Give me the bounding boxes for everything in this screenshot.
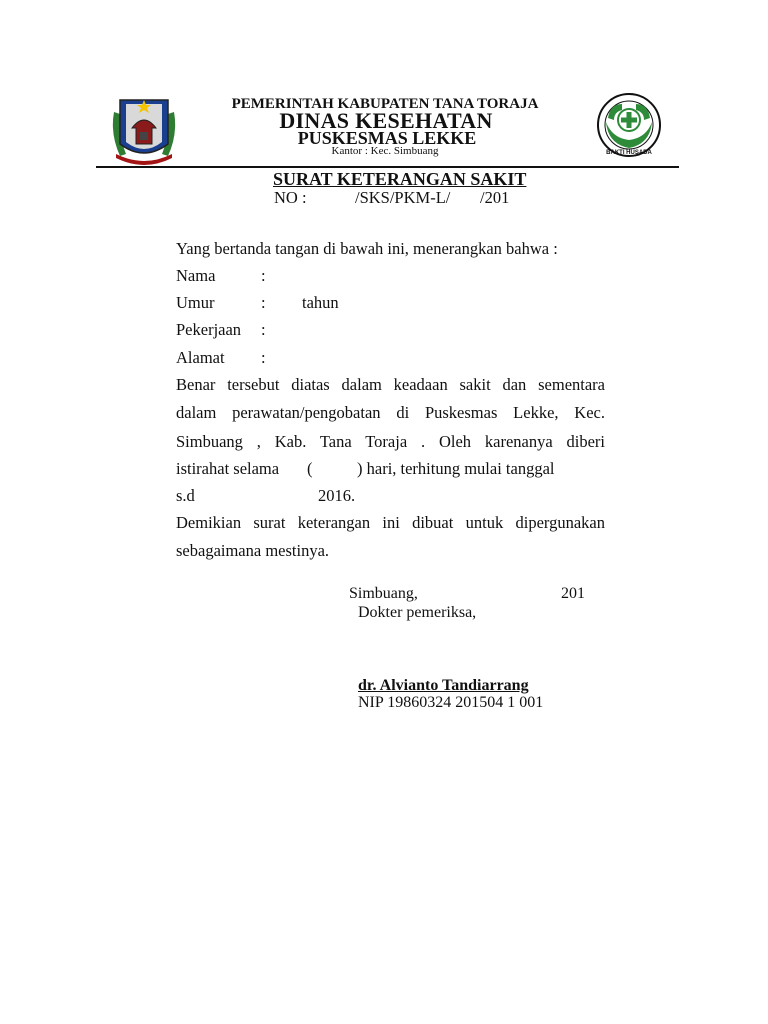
field-label-nama: Nama xyxy=(176,266,216,285)
field-colon: : xyxy=(261,348,266,367)
closing-line: Demikian surat keterangan ini dibuat untuk dipergunakan xyxy=(176,513,605,532)
signature-role: Dokter pemeriksa, xyxy=(358,604,477,621)
paragraph-line: Simbuang , Kab. Tana Toraja . Oleh karenanya diberi xyxy=(176,432,605,451)
letterhead-clinic: PUSKESMAS LEKKE xyxy=(297,128,477,148)
letter-number-label: NO : xyxy=(274,188,307,207)
doctor-name: dr. Alvianto Tandiarrang xyxy=(358,677,529,694)
letterhead-government: PEMERINTAH KABUPATEN TANA TORAJA xyxy=(231,96,539,112)
end-date-year: 2016. xyxy=(318,486,356,505)
field-label-umur: Umur xyxy=(176,293,215,312)
letterhead-divider xyxy=(96,166,679,168)
letter-number-code: /SKS/PKM-L/ xyxy=(355,188,451,207)
end-date-label: s.d xyxy=(176,486,195,505)
field-label-pekerjaan: Pekerjaan xyxy=(176,320,242,339)
closing-line: sebagaimana mestinya. xyxy=(176,541,330,560)
bakti-husada-text: BAKTI HUSADA xyxy=(606,150,652,156)
field-label-alamat: Alamat xyxy=(176,348,225,367)
document-title: SURAT KETERANGAN SAKIT xyxy=(273,169,527,189)
letter-number-year: /201 xyxy=(480,188,510,207)
signature-year: 201 xyxy=(561,585,585,602)
field-colon: : xyxy=(261,293,266,312)
rest-period-days-text: ) hari, terhitung mulai tanggal xyxy=(357,459,555,478)
rest-period-open-paren: ( xyxy=(307,459,313,478)
field-colon: : xyxy=(261,266,266,285)
letterhead-address: Kantor : Kec. Simbuang xyxy=(331,145,439,157)
field-colon: : xyxy=(261,320,266,339)
letterhead-department: DINAS KESEHATAN xyxy=(279,108,493,133)
paragraph-line: Benar tersebut diatas dalam keadaan sakit dan sementara xyxy=(176,375,605,394)
paragraph-line: dalam perawatan/pengobatan di Puskesmas Lekke, Kec. xyxy=(176,403,605,422)
intro-text: Yang bertanda tangan di bawah ini, menerangkan bahwa : xyxy=(176,239,558,258)
field-value-umur: tahun xyxy=(302,293,339,312)
signature-place: Simbuang, xyxy=(349,585,418,602)
rest-period-text: istirahat selama xyxy=(176,459,280,478)
doctor-nip: NIP 19860324 201504 1 001 xyxy=(358,694,544,711)
